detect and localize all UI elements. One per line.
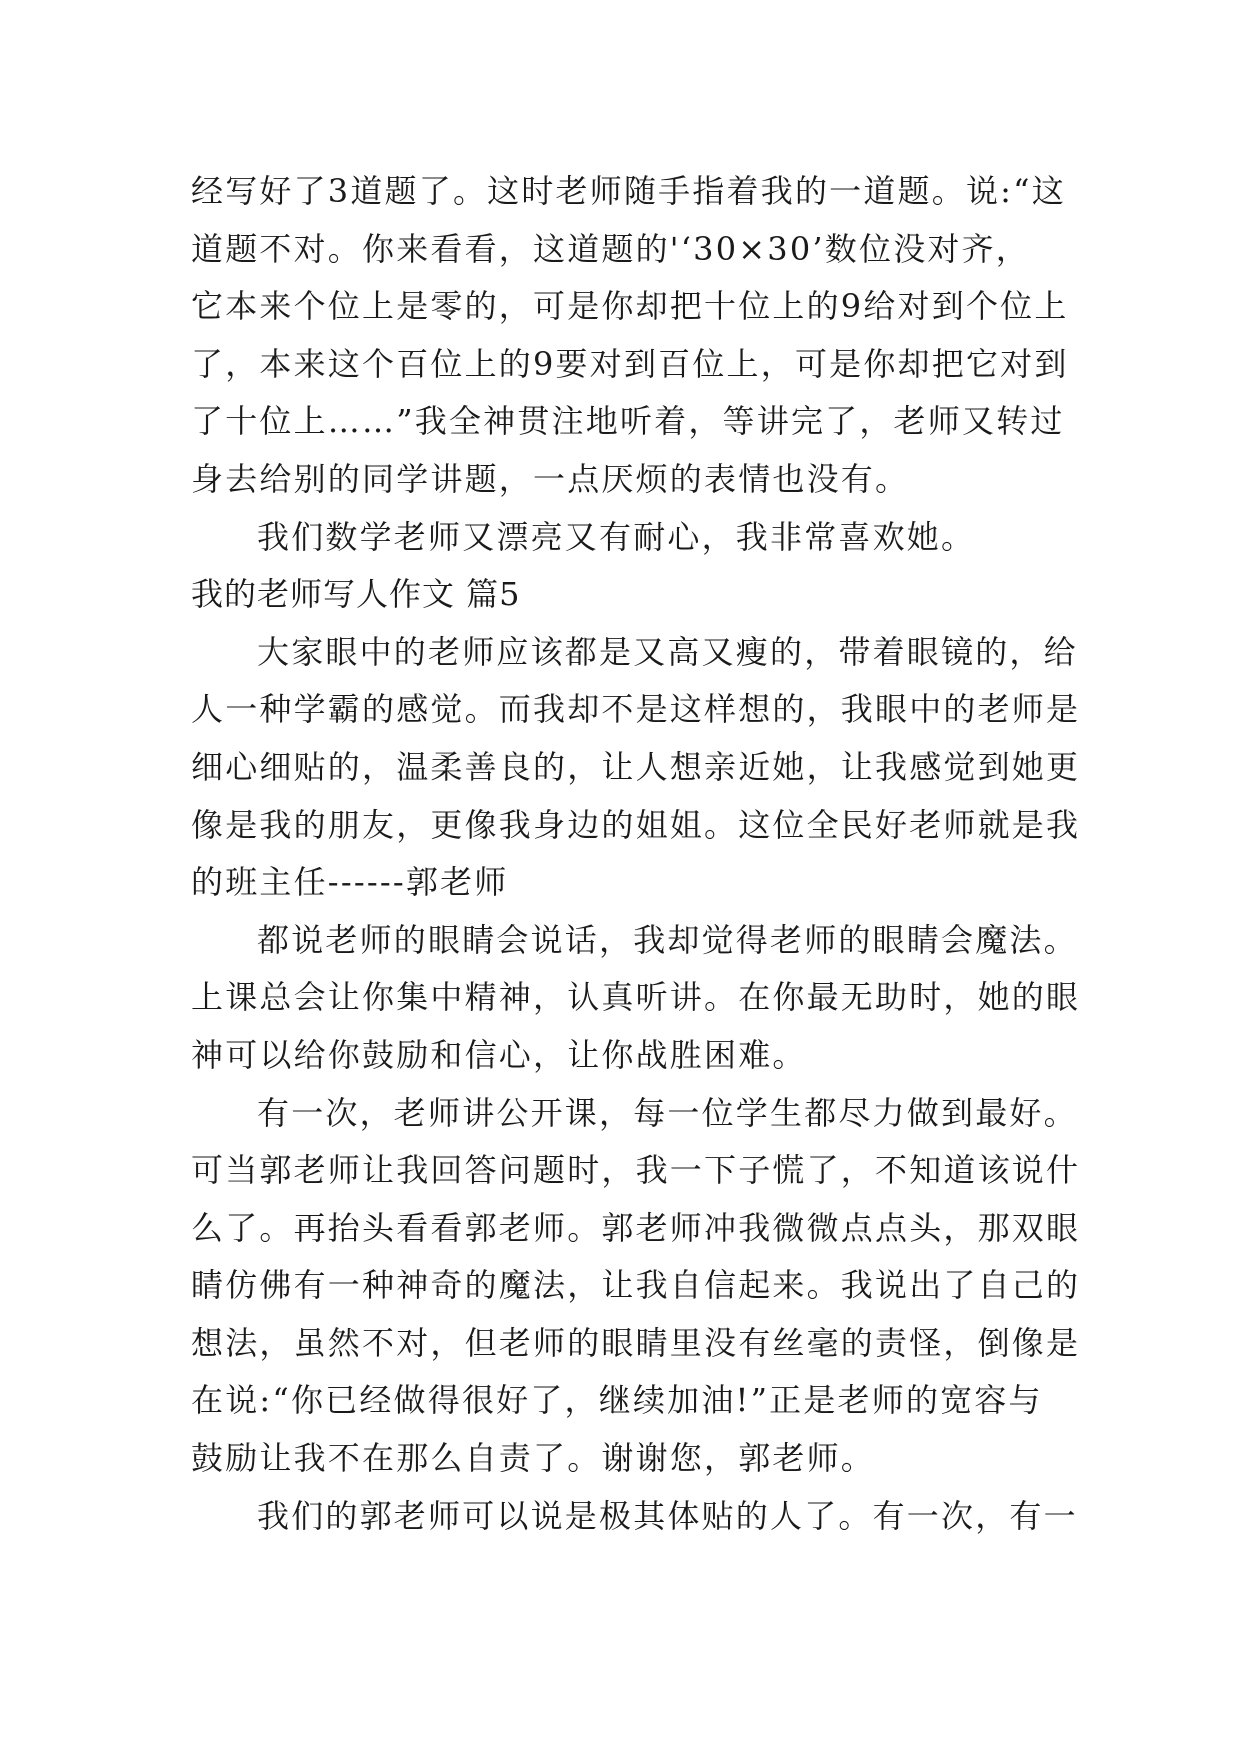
section-heading: 我的老师写人作文 篇5 bbox=[191, 575, 521, 614]
text-line: 想法，虽然不对，但老师的眼睛里没有丝毫的责怪，倒像是 bbox=[191, 1323, 1081, 1362]
paragraph-start: 大家眼中的老师应该都是又高又瘦的，带着眼镜的，给 bbox=[257, 632, 1078, 671]
text-line: 神可以给你鼓励和信心，让你战胜困难。 bbox=[191, 1035, 807, 1074]
text-line: 的班主任------郭老师 bbox=[191, 863, 509, 902]
text-line: 道题不对。你来看看，这道题的'‘30×30’数位没对齐， bbox=[191, 229, 1030, 268]
text-line: 身去给别的同学讲题，一点厌烦的表情也没有。 bbox=[191, 459, 910, 498]
text-line: 经写好了3道题了。这时老师随手指着我的一道题。说:“这 bbox=[191, 172, 1066, 210]
text-line: 了，本来这个百位上的9要对到百位上，可是你却把它对到 bbox=[191, 344, 1069, 383]
paragraph-start: 都说老师的眼睛会说话，我却觉得老师的眼睛会魔法。 bbox=[257, 920, 1078, 959]
text-line: 细心细贴的，温柔善良的，让人想亲近她，让我感觉到她更 bbox=[191, 747, 1081, 786]
paragraph-start: 我们数学老师又漂亮又有耐心，我非常喜欢她。 bbox=[257, 517, 976, 556]
text-line: 它本来个位上是零的，可是你却把十位上的9给对到个位上 bbox=[191, 287, 1069, 326]
text-line: 人一种学霸的感觉。而我却不是这样想的，我眼中的老师是 bbox=[191, 690, 1081, 729]
text-line: 鼓励让我不在那么自责了。谢谢您，郭老师。 bbox=[191, 1439, 876, 1478]
text-line: 像是我的朋友，更像我身边的姐姐。这位全民好老师就是我 bbox=[191, 805, 1081, 844]
text-line: 上课总会让你集中精神，认真听讲。在你最无助时，她的眼 bbox=[191, 978, 1081, 1017]
text-line: 睛仿佛有一种神奇的魔法，让我自信起来。我说出了自己的 bbox=[191, 1266, 1081, 1305]
paragraph-start: 我们的郭老师可以说是极其体贴的人了。有一次，有一 bbox=[257, 1496, 1078, 1535]
text-line: 可当郭老师让我回答问题时，我一下子慌了，不知道该说什 bbox=[191, 1151, 1081, 1190]
text-line: 了十位上……”我全神贯注地听着，等讲完了，老师又转过 bbox=[191, 402, 1065, 441]
text-line: 么了。再抬头看看郭老师。郭老师冲我微微点点头，那双眼 bbox=[191, 1208, 1081, 1247]
text-line: 在说:“你已经做得很好了，继续加油!”正是老师的宽容与 bbox=[191, 1381, 1043, 1420]
paragraph-start: 有一次，老师讲公开课，每一位学生都尽力做到最好。 bbox=[257, 1093, 1078, 1132]
document-body bbox=[191, 163, 1081, 1545]
